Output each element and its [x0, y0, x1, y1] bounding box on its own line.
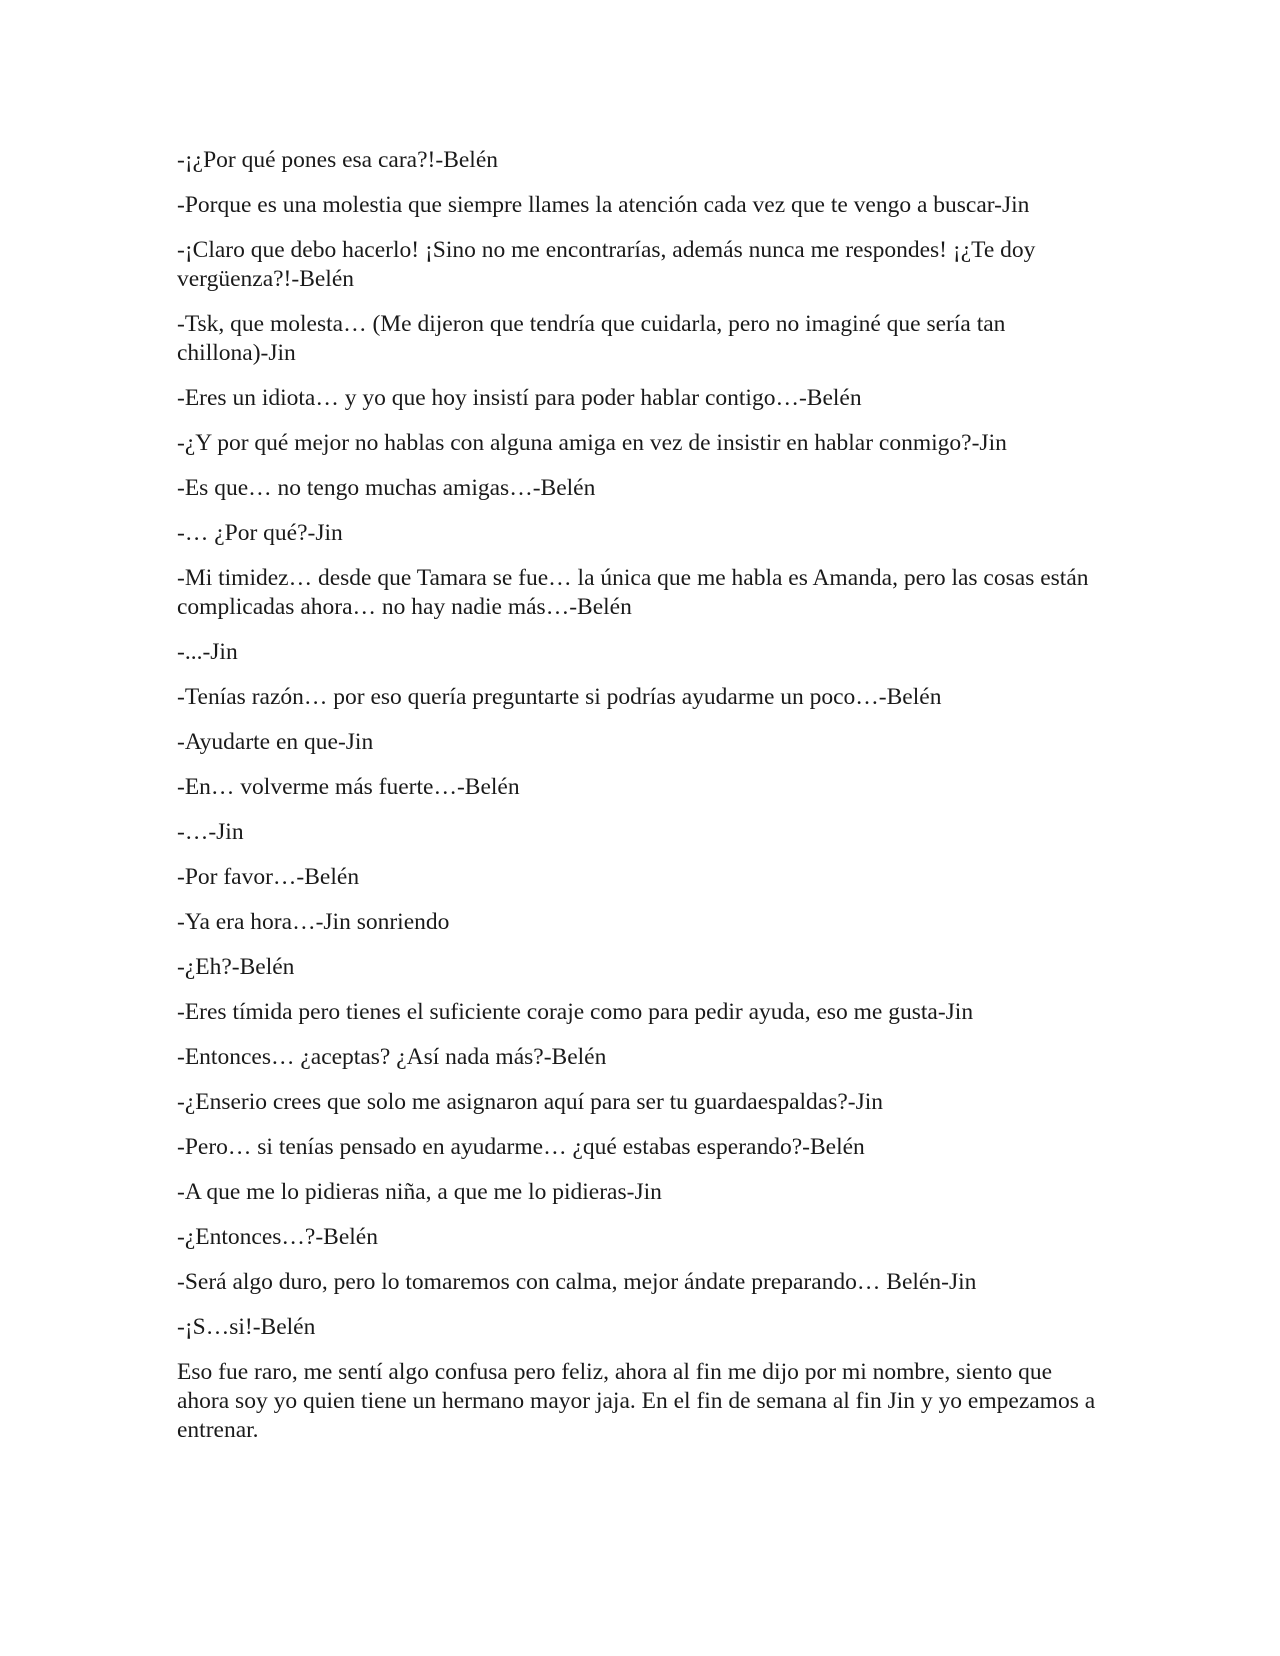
paragraph: -Tsk, que molesta… (Me dijeron que tendría que cuidarla, pero no imaginé que sería tan chillona)-Jin — [177, 311, 1006, 366]
paragraph-narration: Eso fue raro, me sentí algo confusa pero feliz, ahora al fin me dijo por mi nombre, siento que ahora soy yo quien tiene un hermano mayor jaja. En el fin de semana al fin Jin y yo empezamos a entrenar. — [177, 1359, 1096, 1443]
paragraph: -A que me lo pidieras niña, a que me lo pidieras-Jin — [177, 1179, 662, 1205]
paragraph: -¡¿Por qué pones esa cara?!-Belén — [177, 147, 499, 173]
paragraph: -Entonces… ¿aceptas? ¿Así nada más?-Belén — [177, 1044, 607, 1070]
paragraph: -¿Eh?-Belén — [177, 954, 295, 980]
paragraph: -¿Y por qué mejor no hablas con alguna amiga en vez de insistir en hablar conmigo?-Jin — [177, 430, 1007, 456]
paragraph: -Pero… si tenías pensado en ayudarme… ¿qué estabas esperando?-Belén — [177, 1134, 865, 1160]
paragraph: -…-Jin — [177, 819, 244, 845]
paragraph: -Por favor…-Belén — [177, 864, 360, 890]
paragraph: -¿Enserio crees que solo me asignaron aquí para ser tu guardaespaldas?-Jin — [177, 1089, 884, 1115]
paragraph: -Ya era hora…-Jin sonriendo — [177, 909, 450, 935]
paragraph: -Ayudarte en que-Jin — [177, 729, 374, 755]
document-body — [177, 146, 1097, 1461]
paragraph: -¡S…si!-Belén — [177, 1314, 316, 1340]
paragraph: -Tenías razón… por eso quería preguntarte si podrías ayudarme un poco…-Belén — [177, 684, 942, 710]
paragraph: -Porque es una molestia que siempre llames la atención cada vez que te vengo a buscar-Jin — [177, 192, 1030, 218]
paragraph: -… ¿Por qué?-Jin — [177, 520, 343, 546]
paragraph: -Eres un idiota… y yo que hoy insistí para poder hablar contigo…-Belén — [177, 385, 862, 411]
paragraph: -...-Jin — [177, 639, 238, 665]
paragraph: -Eres tímida pero tienes el suficiente coraje como para pedir ayuda, eso me gusta-Jin — [177, 999, 974, 1025]
paragraph: -En… volverme más fuerte…-Belén — [177, 774, 520, 800]
paragraph: -Será algo duro, pero lo tomaremos con calma, mejor ándate preparando… Belén-Jin — [177, 1269, 977, 1295]
paragraph: -¡Claro que debo hacerlo! ¡Sino no me encontrarías, además nunca me respondes! ¡¿Te doy vergüenza?!-Belén — [177, 237, 1036, 292]
paragraph: -¿Entonces…?-Belén — [177, 1224, 378, 1250]
paragraph: -Mi timidez… desde que Tamara se fue… la única que me habla es Amanda, pero las cosas están complicadas ahora… no hay nadie más…-Belén — [177, 565, 1089, 620]
paragraph: -Es que… no tengo muchas amigas…-Belén — [177, 475, 596, 501]
